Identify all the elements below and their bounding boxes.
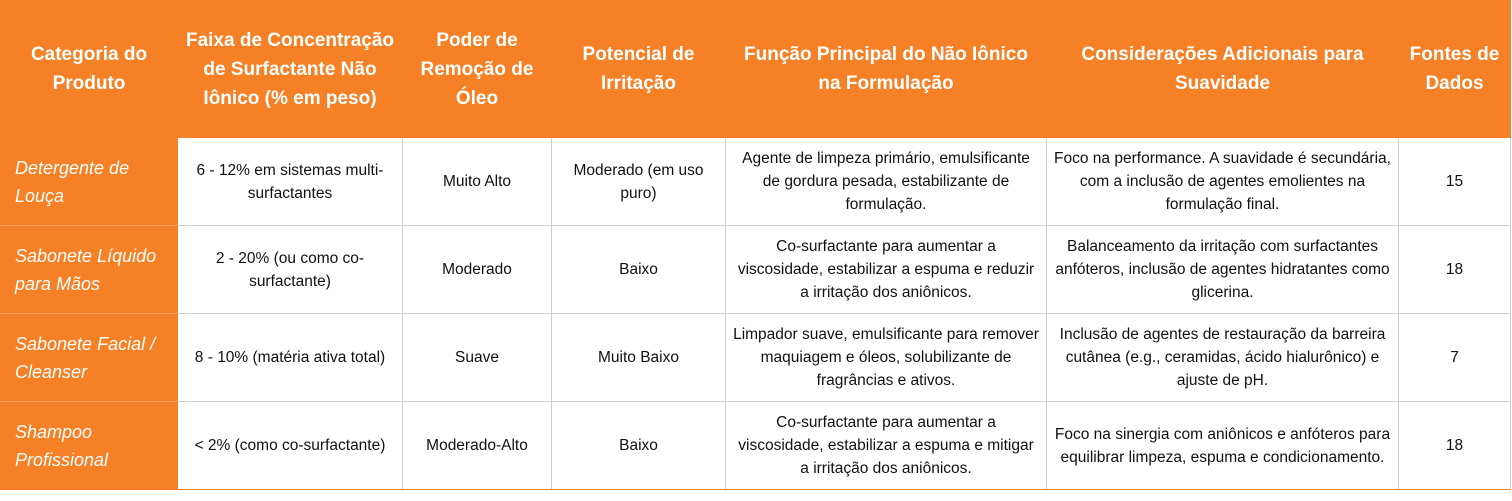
header-sources: Fontes de Dados: [1399, 1, 1511, 138]
header-considerations: Considerações Adicionais para Suavidade: [1047, 1, 1399, 138]
row-function: Limpador suave, emulsificante para remover maquiagem e óleos, solubilizante de fragrâncias e ativos.: [726, 314, 1047, 402]
row-oil-removal: Muito Alto: [403, 138, 552, 226]
row-considerations: Foco na performance. A suavidade é secundária, com a inclusão de agentes emolientes na formulação final.: [1047, 138, 1399, 226]
header-category: Categoria do Produto: [1, 1, 178, 138]
row-concentration: < 2% (como co-surfactante): [178, 402, 403, 490]
row-considerations: Balanceamento da irritação com surfactantes anfóteros, inclusão de agentes hidratantes como glicerina.: [1047, 226, 1399, 314]
row-oil-removal: Moderado: [403, 226, 552, 314]
row-category: Sabonete Facial / Cleanser: [1, 314, 178, 402]
header-irritation: Potencial de Irritação: [552, 1, 726, 138]
row-sources: 18: [1399, 402, 1511, 490]
row-function: Agente de limpeza primário, emulsificante de gordura pesada, estabilizante de formulação.: [726, 138, 1047, 226]
row-oil-removal: Suave: [403, 314, 552, 402]
row-concentration: 2 - 20% (ou como co-surfactante): [178, 226, 403, 314]
row-irritation: Baixo: [552, 226, 726, 314]
row-category: Sabonete Líquido para Mãos: [1, 226, 178, 314]
row-irritation: Muito Baixo: [552, 314, 726, 402]
row-irritation: Baixo: [552, 402, 726, 490]
header-function: Função Principal do Não Iônico na Formulação: [726, 1, 1047, 138]
row-category: Shampoo Profissional: [1, 402, 178, 490]
row-considerations: Foco na sinergia com aniônicos e anfóteros para equilibrar limpeza, espuma e condicionamento.: [1047, 402, 1399, 490]
row-oil-removal: Moderado-Alto: [403, 402, 552, 490]
header-concentration: Faixa de Concentração de Surfactante Não Iônico (% em peso): [178, 1, 403, 138]
row-concentration: 8 - 10% (matéria ativa total): [178, 314, 403, 402]
row-function: Co-surfactante para aumentar a viscosidade, estabilizar a espuma e mitigar a irritação dos aniônicos.: [726, 402, 1047, 490]
row-sources: 7: [1399, 314, 1511, 402]
table-row: [1, 138, 1511, 226]
row-concentration: 6 - 12% em sistemas multi-surfactantes: [178, 138, 403, 226]
table-row: [1, 226, 1511, 314]
row-function: Co-surfactante para aumentar a viscosidade, estabilizar a espuma e reduzir a irritação dos aniônicos.: [726, 226, 1047, 314]
row-sources: 18: [1399, 226, 1511, 314]
table-header-row: [1, 1, 1511, 138]
row-sources: 15: [1399, 138, 1511, 226]
header-oil-removal: Poder de Remoção de Óleo: [403, 1, 552, 138]
row-category: Detergente de Louça: [1, 138, 178, 226]
table-row: [1, 314, 1511, 402]
row-considerations: Inclusão de agentes de restauração da barreira cutânea (e.g., ceramidas, ácido hialurônico) e ajuste de pH.: [1047, 314, 1399, 402]
table-row: [1, 402, 1511, 490]
row-irritation: Moderado (em uso puro): [552, 138, 726, 226]
